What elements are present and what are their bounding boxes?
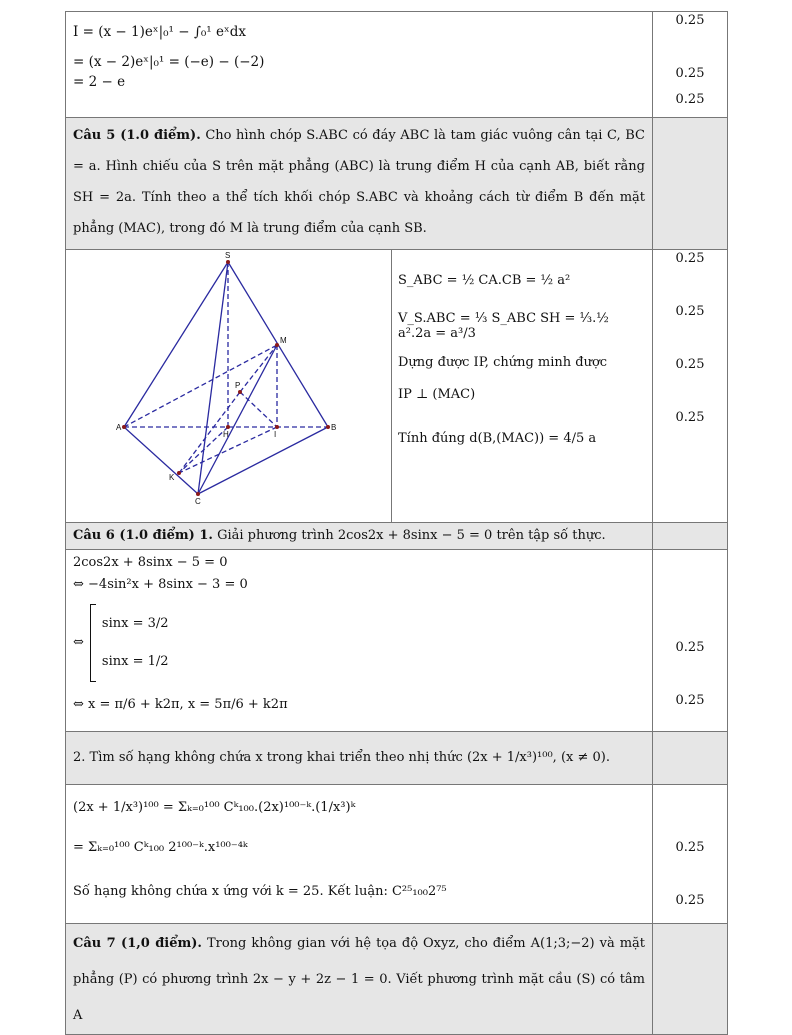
label-i: I — [274, 430, 277, 439]
q6-case-1: sinx = 3/2 — [101, 616, 169, 631]
integral-solution-cell — [66, 12, 653, 118]
q6-line-2: ⇔ −4sin²x + 8sinx − 3 = 0 — [73, 577, 248, 592]
binomial-expansion: (2x + 1/x³)¹⁰⁰ = Σₖ₌₀¹⁰⁰ Cᵏ₁₀₀.(2x)¹⁰⁰⁻ᵏ.(1/x³)ᵏ — [73, 800, 356, 815]
q7-label: Câu 7 (1,0 điểm). — [73, 936, 202, 951]
score-value: 0.25 — [675, 640, 705, 655]
q6-2-question-cell — [66, 732, 653, 785]
binomial-conclusion: Số hạng không chứa x ứng với k = 25. Kết luận: C²⁵₁₀₀2⁷⁵ — [73, 884, 447, 899]
distance-result: Tính đúng d(B,(MAC)) = 4/5 a — [398, 430, 597, 446]
score-value: 0.25 — [675, 840, 705, 855]
pyramid-diagram — [66, 250, 391, 522]
score-value: 0.25 — [675, 13, 705, 28]
q6-question — [66, 523, 652, 549]
score-value: 0.25 — [675, 92, 705, 107]
q5-score-cell — [653, 118, 728, 250]
score-value: 0.25 — [675, 893, 705, 908]
label-k: K — [169, 473, 175, 482]
bracket-icon — [90, 604, 96, 682]
q7-question — [66, 924, 652, 1034]
q6-label: Câu 6 (1.0 điểm) 1. — [73, 528, 213, 543]
integral-line-3: = 2 − e — [73, 74, 126, 90]
q6-question-cell — [66, 523, 653, 550]
q7-text: Trong không gian với hệ tọa độ Oxyz, cho điểm A(1;3;−2) và mặt phẳng (P) có phương trình 2x − y + 2z − 1 = 0. Viết phương trình mặt cầu (S) có tâm A — [73, 936, 645, 1023]
pyramid-figure — [66, 250, 392, 522]
q6-case-2: sinx = 1/2 — [101, 654, 169, 669]
label-s: S — [225, 251, 231, 260]
volume-formula: V_S.ABC = ⅓ S_ABC SH = ⅓.½ a².2a = a³/3 — [398, 311, 609, 341]
label-p: P — [235, 381, 241, 390]
q5-question-cell — [66, 118, 653, 250]
integral-line-2: = (x − 2)eˣ|₀¹ = (−e) − (−2) — [73, 54, 265, 70]
q5-question — [66, 118, 652, 244]
q6-2-question: 2. Tìm số hạng không chứa x trong khai triển theo nhị thức (2x + 1/x³)¹⁰⁰, (x ≠ 0). — [73, 750, 610, 765]
label-c: C — [195, 497, 201, 506]
binomial-simplified: = Σₖ₌₀¹⁰⁰ Cᵏ₁₀₀ 2¹⁰⁰⁻ᵏ.x¹⁰⁰⁻⁴ᵏ — [73, 840, 248, 855]
label-h: H — [223, 430, 229, 439]
q5-text: Cho hình chóp S.ABC có đáy ABC là tam giác vuông cân tại C, BC = a. Hình chiếu của S trên mặt phẳng (ABC) là trung điểm H của cạnh AB, biết rằng SH = 2a. Tính theo a thể tích khối chóp S.ABC và khoảng cách từ điểm B đến mặt phẳng (MAC), trong đó M là trung điểm của cạnh SB. — [73, 128, 645, 236]
q6-line-1: 2cos2x + 8sinx − 5 = 0 — [73, 555, 228, 570]
q6-2-score-cell — [653, 732, 728, 785]
score-value: 0.25 — [675, 693, 705, 708]
label-b: B — [331, 423, 337, 432]
q5-score-col — [653, 250, 728, 523]
q6-line-5: ⇔ x = π/6 + k2π, x = 5π/6 + k2π — [73, 697, 288, 712]
answer-table — [65, 11, 728, 1035]
integral-line-1: I = (x − 1)eˣ|₀¹ − ∫₀¹ eˣdx — [73, 24, 246, 40]
q5-solution-text — [392, 250, 652, 522]
q6-system: ⇔ sinx = 3/2 sinx = 1/2 — [73, 604, 645, 682]
score-value: 0.25 — [675, 357, 705, 372]
q6-score-col — [653, 550, 728, 732]
score-value: 0.25 — [675, 304, 705, 319]
q6-text: Giải phương trình 2cos2x + 8sinx − 5 = 0 trên tập số thực. — [217, 528, 606, 543]
integral-score-cell — [653, 12, 728, 118]
q7-question-cell — [66, 924, 653, 1035]
q6-solution-cell — [66, 550, 653, 732]
label-a: A — [116, 423, 122, 432]
q5-label: Câu 5 (1.0 điểm). — [73, 128, 201, 143]
construct-ip-text: Dựng được IP, chứng minh được — [398, 354, 608, 370]
q6-2-score-col — [653, 785, 728, 924]
ip-perp-text: IP ⊥ (MAC) — [398, 386, 476, 402]
q6-2-solution-cell — [66, 785, 653, 924]
q6-score-cell — [653, 523, 728, 550]
q7-score-cell — [653, 924, 728, 1035]
score-value: 0.25 — [675, 66, 705, 81]
q5-solution-cell — [66, 250, 653, 523]
answer-key-page — [65, 11, 726, 1023]
label-m: M — [280, 336, 287, 345]
score-value: 0.25 — [675, 251, 705, 266]
area-formula: S_ABC = ½ CA.CB = ½ a² — [398, 272, 571, 288]
score-value: 0.25 — [675, 410, 705, 425]
